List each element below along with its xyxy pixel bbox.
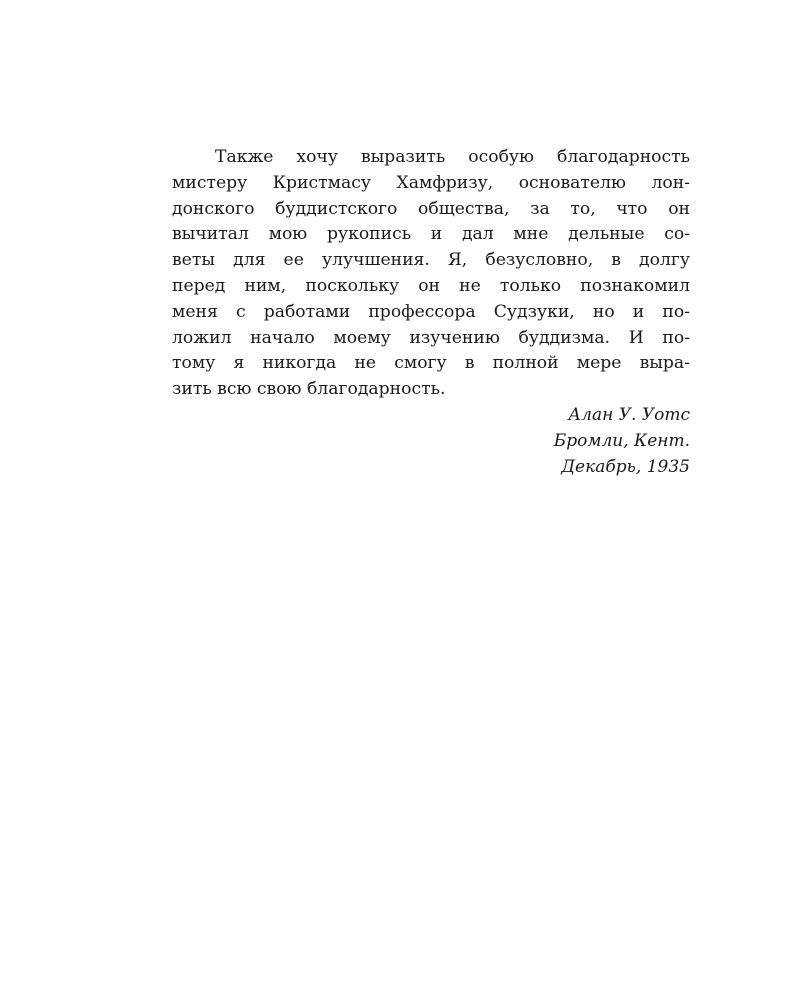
- signature-place: Бромли, Кент.: [553, 430, 690, 451]
- signature-author: Алан У. Уотс: [568, 404, 690, 425]
- paragraph-line-6: перед ним, поскольку он не только познакомил: [172, 275, 690, 296]
- signature-date: Декабрь, 1935: [561, 456, 690, 477]
- paragraph-line-5: веты для ее улучшения. Я, безусловно, в долгу: [172, 250, 690, 271]
- paragraph-line-8: ложил начало моему изучению буддизма. И по-: [172, 327, 690, 348]
- acknowledgement-section: [172, 145, 690, 480]
- paragraph-line-2: мистеру Кристмасу Хамфризу, основателю лон-: [172, 172, 690, 193]
- paragraph-line-1: Также хочу выразить особую благодарность: [215, 147, 690, 167]
- paragraph-line-10: зить всю свою благодарность.: [172, 379, 446, 400]
- paragraph-line-7: меня с работами профессора Судзуки, но и по-: [172, 301, 690, 322]
- paragraph-line-3: донского буддистского общества, за то, что он: [172, 198, 690, 219]
- paragraph-line-4: вычитал мою рукопись и дал мне дельные со-: [172, 224, 690, 245]
- paragraph-line-9: тому я никогда не смогу в полной мере выра-: [172, 353, 690, 374]
